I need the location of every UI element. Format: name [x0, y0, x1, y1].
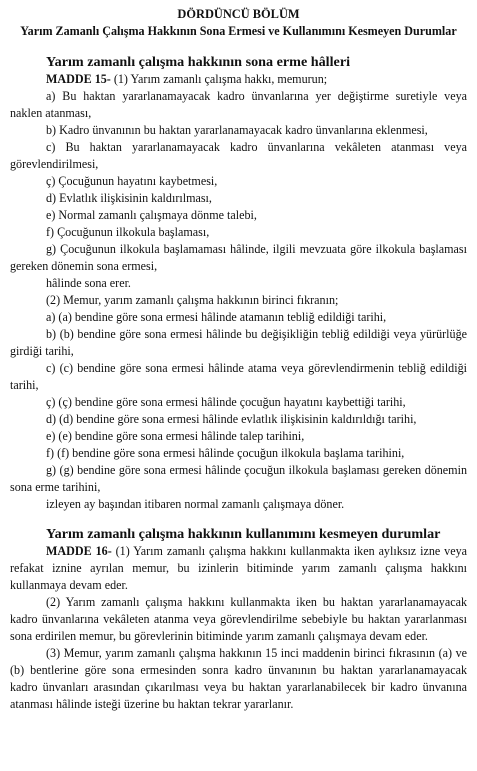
paragraph: g) Çocuğunun ilkokula başlamaması hâlinde, ilgili mevzuata göre ilkokula başlaması gereken dönemin sona ermesi,	[10, 242, 467, 273]
section-article-16	[10, 526, 467, 713]
paragraph: e) (e) bendine göre sona ermesi hâlinde talep tarihini,	[46, 429, 305, 443]
paragraph: e) Normal zamanlı çalışmaya dönme talebi,	[46, 208, 257, 222]
paragraph: (2) Memur, yarım zamanlı çalışma hakkının birinci fıkranın;	[46, 293, 339, 307]
paragraph: b) Kadro ünvanının bu haktan yararlanamayacak kadro ünvanlarına eklenmesi,	[46, 123, 428, 137]
article-label: MADDE 16-	[46, 544, 112, 558]
paragraph: b) (b) bendine göre sona ermesi hâlinde bu değişikliğin tebliğ edildiği veya yürürlüğe girdiği tarihi,	[10, 327, 467, 358]
paragraph: ç) (ç) bendine göre sona ermesi hâlinde çocuğun hayatını kaybettiği tarihi,	[46, 395, 406, 409]
paragraph: (2) Yarım zamanlı çalışma hakkını kullanmakta iken bu haktan yararlanamayacak kadro ünvanlarına vekâleten atanma veya görevlendirilme sebebiyle bu haktan yararlanması sona erdirilen memur, bu görevlerinin bitiminde yarım zamanlı çalışmaya devam eder.	[10, 595, 467, 643]
paragraph: c) (c) bendine göre sona ermesi hâlinde atama veya görevlendirmenin tebliğ edildiği tarihi,	[10, 361, 467, 392]
paragraph: d) (d) bendine göre sona ermesi hâlinde evlatlık ilişkisinin kaldırıldığı tarihi,	[46, 412, 417, 426]
article-label: MADDE 15-	[46, 72, 111, 86]
paragraph: f) Çocuğunun ilkokula başlaması,	[46, 225, 210, 239]
paragraph: ç) Çocuğunun hayatını kaybetmesi,	[46, 174, 218, 188]
paragraph: g) (g) bendine göre sona ermesi hâlinde çocuğun ilkokula başlaması gereken dönemin sona erme tarihini,	[10, 463, 467, 494]
paragraph: izleyen ay başından itibaren normal zamanlı çalışmaya döner.	[46, 497, 345, 511]
paragraph: d) Evlatlık ilişkisinin kaldırılması,	[46, 191, 212, 205]
section-heading: Yarım zamanlı çalışma hakkının sona erme hâlleri	[46, 54, 351, 70]
paragraph: f) (f) bendine göre sona ermesi hâlinde çocuğun ilkokula başlama tarihini,	[46, 446, 405, 460]
article-intro	[10, 71, 467, 88]
section-heading: Yarım zamanlı çalışma hakkının kullanımını kesmeyen durumlar	[46, 526, 441, 542]
chapter-subtitle: Yarım Zamanlı Çalışma Hakkının Sona Ermesi ve Kullanımını Kesmeyen Durumlar	[20, 24, 457, 38]
chapter-title: DÖRDÜNCÜ BÖLÜM	[177, 7, 300, 21]
article-intro	[10, 543, 467, 594]
paragraph: c) Bu haktan yararlanamayacak kadro ünvanlarına vekâleten atanması veya görevlendirilmesi,	[10, 140, 467, 171]
paragraph: hâlinde sona erer.	[46, 276, 131, 290]
paragraph: a) Bu haktan yararlanamayacak kadro ünvanlarına yer değiştirme suretiyle veya naklen atanması,	[10, 89, 467, 120]
article-intro-text: (1) Yarım zamanlı çalışma hakkı, memurun;	[110, 72, 328, 86]
paragraph: a) (a) bendine göre sona ermesi hâlinde atamanın tebliğ edildiği tarihi,	[46, 310, 387, 324]
section-article-15	[10, 54, 467, 513]
paragraph: (3) Memur, yarım zamanlı çalışma hakkının 15 inci maddenin birinci fıkrasının (a) ve (b) bentlerine göre sona ermesinden sonra kadro ünvanının bu haktan yararlanamayacak kadro ünvanları arasından çıkarılması veya bu haktan yararlanabilecek bir kadro ünvanına atanması hâlinde isteği üzerine bu haktan tekrar yararlanır.	[10, 646, 467, 711]
article-intro-text: (1) Yarım zamanlı çalışma hakkını kullanmakta iken aylıksız izne veya refakat iznine ayrılan memur, bu izinlerin bitiminde yarım zamanlı çalışma hakkını kullanmaya devam eder.	[10, 544, 468, 592]
